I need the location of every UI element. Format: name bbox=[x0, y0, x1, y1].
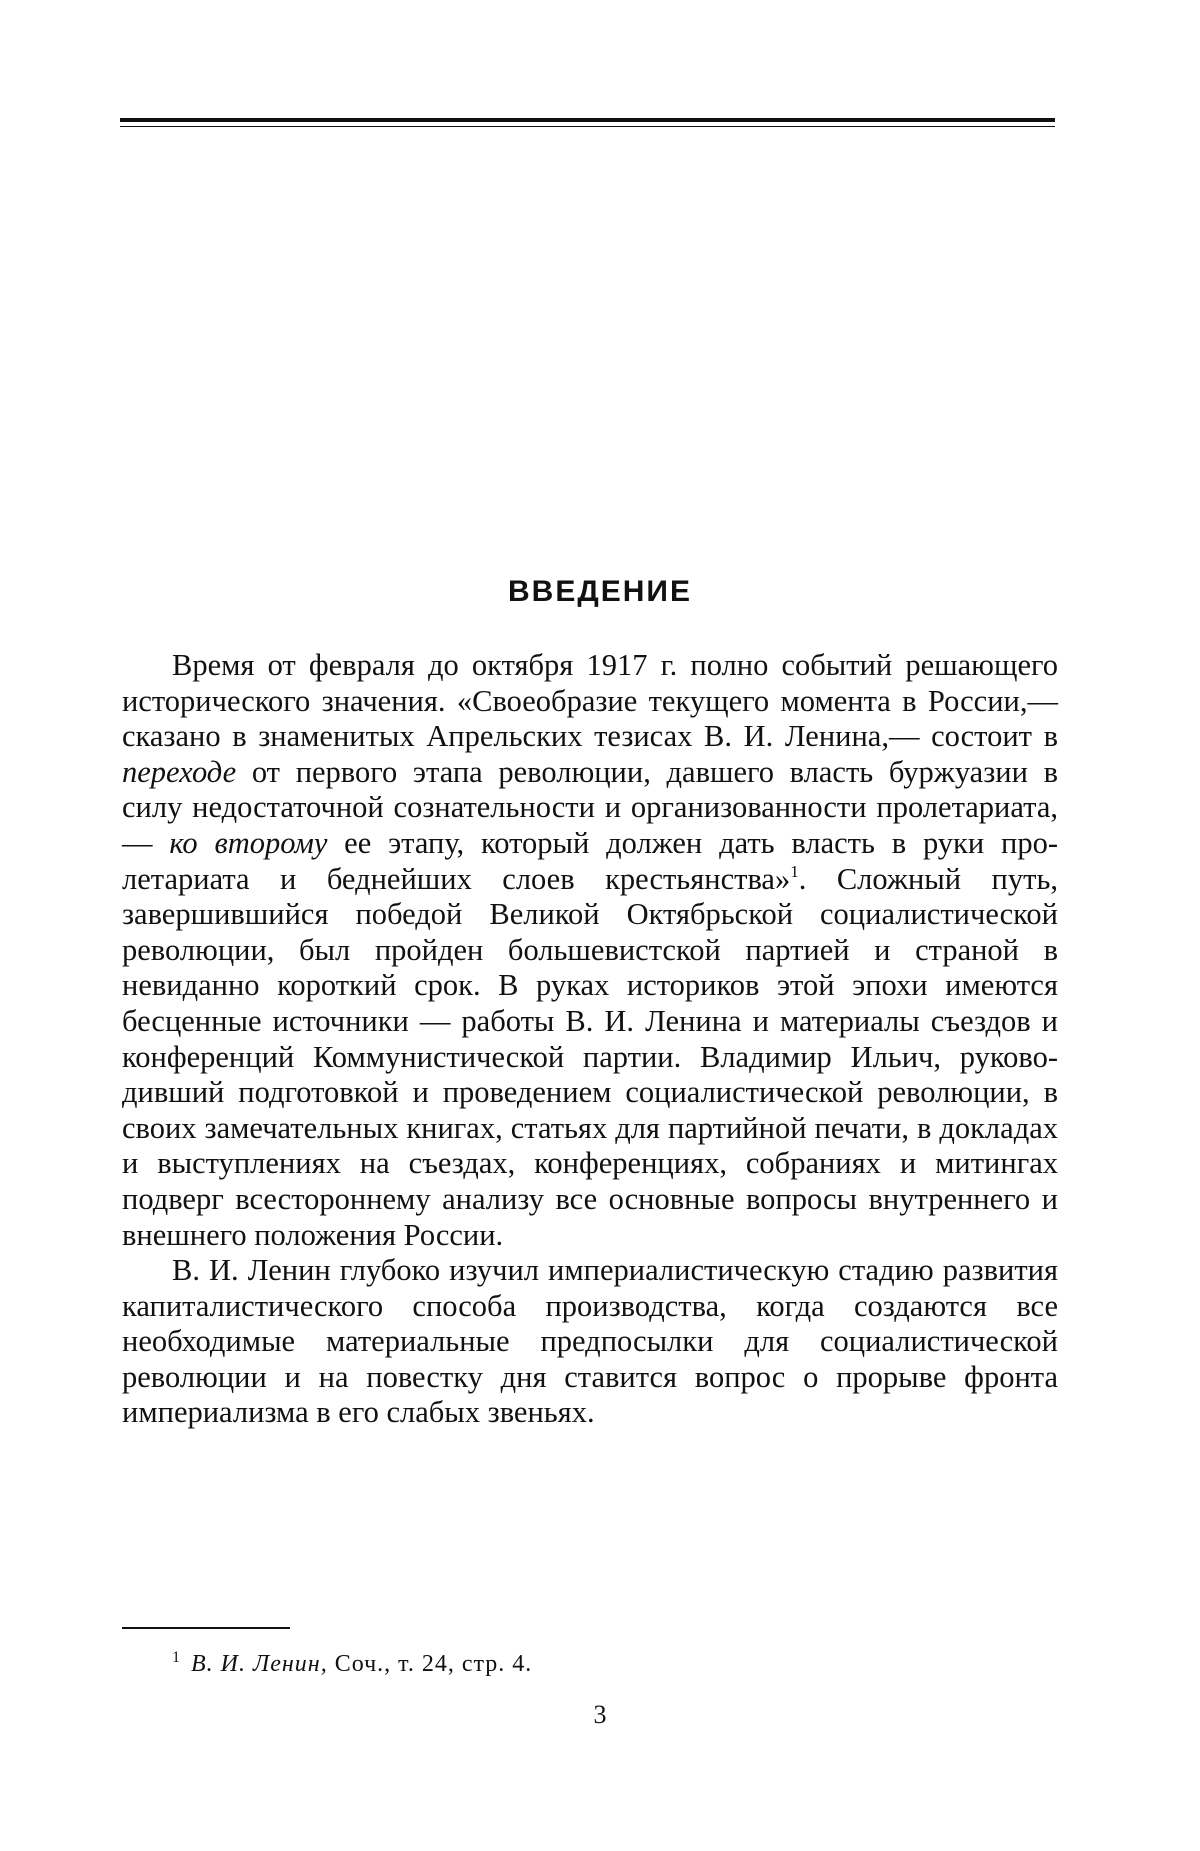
paragraph-1-text-b: от первого этапа революции, давшего власть буржуазии в силу недостаточной сознательности и организованности пролетариата,— bbox=[122, 754, 1058, 860]
emphasis-ko-vtoromu: ко второму bbox=[169, 825, 328, 860]
header-rule bbox=[120, 118, 1055, 122]
paragraph-2: В. И. Ленин глубоко изучил империалистическую стадию развития капиталистического способа производства, когда создаются все необходимые материальные предпосылки для социалистической революции и на повестку дня ставится вопрос о прорыве фронта империализма в его слабых звеньях. bbox=[122, 1253, 1058, 1430]
header-rule-thin bbox=[120, 126, 1055, 127]
paragraph-1-text-d: . Сложный путь, завершившийся победой Великой Октябрьской социалистической революции, был пройден большевистской партией и страной в невиданно короткий срок. В руках историков этой эпохи имеются бесценные источники — работы В. И. Ленина и материалы съездов и конференций Коммунистической партии. Владимир Ильич, руководивший подготовкой и проведением социалистической революции, в своих замечательных книгах, статьях для партийной печати, в докладах и выступлениях на съездах, конференциях, собраниях и митингах подверг всестороннему анализу все основные вопросы внутреннего и внешнего положения России. bbox=[122, 861, 1058, 1252]
emphasis-perekhode: переходе bbox=[122, 754, 237, 789]
paragraph-1-text-a: Время от февраля до октября 1917 г. полно событий решающего исторического значения. «Своеобразие текущего момента в России,— сказано в знаменитых Апрельских тезисах В. И. Ленина,— состоит в bbox=[122, 648, 1058, 754]
footnote-source: Соч., т. 24, стр. 4. bbox=[327, 1651, 533, 1677]
footnote-rule bbox=[122, 1627, 290, 1629]
main-text bbox=[122, 648, 1058, 1431]
paragraph-1-text-c: ее этапу, который должен дать власть в руки пролетариата и беднейших слоев крестьянства» bbox=[122, 825, 1059, 896]
footnote-author: В. И. Ленин, bbox=[191, 1651, 328, 1677]
footnote bbox=[172, 1651, 532, 1678]
paragraph-1 bbox=[122, 648, 1058, 1253]
page-number: 3 bbox=[593, 1700, 607, 1729]
chapter-title: ВВЕДЕНИЕ bbox=[508, 575, 692, 608]
footnote-number: 1 bbox=[172, 1649, 181, 1666]
footnote-reference: 1 bbox=[790, 861, 799, 881]
